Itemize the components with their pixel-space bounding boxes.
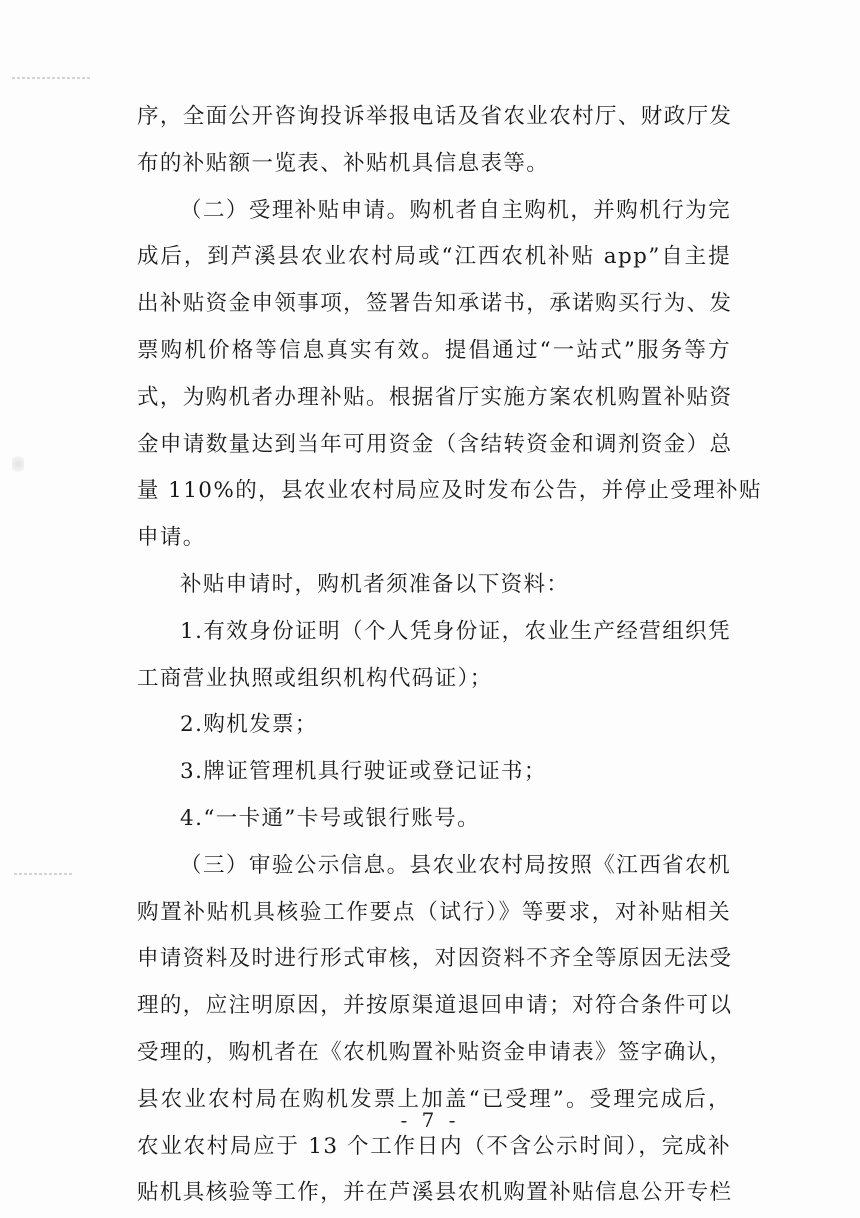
list-item-line: 3.牌证管理机具行驶证或登记证书；: [180, 759, 547, 785]
paragraph-line: 出补贴资金申领事项，签署告知承诺书，承诺购买行为、发: [137, 291, 733, 317]
paragraph-line: 成后，到芦溪县农业农村局或“江西农机补贴 app”自主提: [137, 244, 731, 270]
scan-artifact-middle: [12, 454, 24, 474]
paragraph-line: 受理的，购机者在《农机购置补贴资金申请表》签字确认，: [137, 1039, 733, 1065]
paragraph-line: 购置补贴机具核验工作要点（试行）》等要求，对补贴相关: [137, 899, 731, 925]
section-heading-line: （三）审验公示信息。县农业农村局按照《江西省农机: [180, 852, 731, 878]
paragraph-line: 农业农村局应于 13 个工作日内（不含公示时间），完成补: [137, 1133, 731, 1159]
section-heading-line: （二）受理补贴申请。购机者自主购机，并购机行为完: [180, 197, 731, 223]
paragraph-line: 布的补贴额一览表、补贴机具信息表等。: [137, 150, 550, 176]
paragraph-line: 县农业农村局在购机发票上加盖“已受理”。受理完成后，: [137, 1086, 731, 1112]
list-item-line: 4.“一卡通”卡号或银行账号。: [180, 805, 480, 831]
list-item-line: 1.有效身份证明（个人凭身份证，农业生产经营组织凭: [180, 618, 731, 644]
paragraph-line: 理的，应注明原因，并按原渠道退回申请；对符合条件可以: [137, 993, 733, 1019]
list-item-line: 工商营业执照或组织机构代码证）；: [137, 665, 493, 691]
document-body: [137, 94, 762, 1217]
page-number: - 7 -: [400, 1108, 460, 1132]
paragraph-line: 式，为购机者办理补贴。根据省厅实施方案农机购置补贴资: [137, 384, 733, 410]
paragraph-line: 序，全面公开咨询投诉举报电话及省农业农村厅、财政厅发: [137, 104, 733, 129]
paragraph-line: 补贴申请时，购机者须准备以下资料：: [180, 571, 570, 597]
paragraph-line: 贴机具核验等工作，并在芦溪县农机购置补贴信息公开专栏: [137, 1180, 733, 1206]
paragraph-line: 票购机价格等信息真实有效。提倡通过“一站式”服务等方: [137, 337, 731, 363]
paragraph-line: 金申请数量达到当年可用资金（含结转资金和调剂资金）总: [137, 431, 733, 457]
scan-artifact-lower: [14, 873, 74, 875]
list-item-line: 2.购机发票；: [180, 712, 318, 738]
paragraph-line: 申请。: [137, 525, 206, 551]
paragraph-line: 申请资料及时进行形式审核，对因资料不齐全等原因无法受: [137, 946, 733, 972]
scan-artifact-top: [12, 77, 92, 79]
paragraph-line: 量 110%的，县农业农村局应及时发布公告，并停止受理补贴: [137, 478, 762, 504]
